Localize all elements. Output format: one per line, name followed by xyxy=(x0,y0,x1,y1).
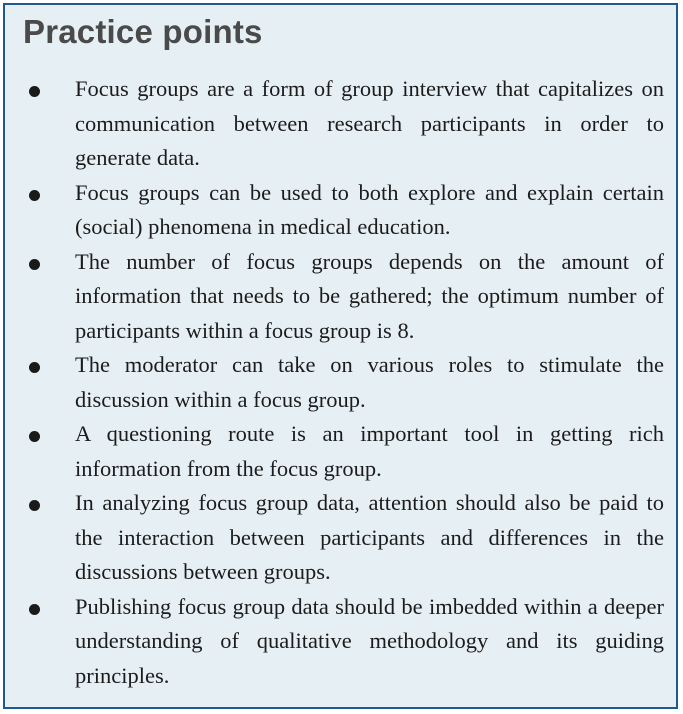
list-item xyxy=(5,176,676,245)
list-item-text: Focus groups can be used to both explore and explain certain (social) phenomena in medical education. xyxy=(75,179,664,239)
bullet-icon xyxy=(29,259,40,270)
list-item xyxy=(5,486,676,590)
list-item xyxy=(5,72,676,176)
list-item xyxy=(5,348,676,417)
list-item xyxy=(5,590,676,694)
practice-points-list xyxy=(5,72,676,693)
list-item-text: In analyzing focus group data, attention should also be paid to the interaction between participants and differences in the discussions between groups. xyxy=(75,490,664,584)
practice-points-box xyxy=(3,3,678,709)
list-item-text: A questioning route is an important tool in getting rich information from the focus group. xyxy=(75,421,664,481)
list-item xyxy=(5,417,676,486)
list-item xyxy=(5,245,676,349)
bullet-icon xyxy=(29,604,40,615)
box-title: Practice points xyxy=(23,13,263,50)
list-item-text: The number of focus groups depends on the amount of information that needs to be gathered; the optimum number of participants within a focus group is 8. xyxy=(75,248,664,343)
list-item-text: Publishing focus group data should be imbedded within a deeper understanding of qualitative methodology and its guiding principles. xyxy=(75,593,664,688)
bullet-icon xyxy=(29,86,40,97)
bullet-icon xyxy=(29,190,40,201)
bullet-icon xyxy=(29,362,40,373)
list-item-text: The moderator can take on various roles to stimulate the discussion within a focus group. xyxy=(75,352,664,412)
bullet-icon xyxy=(29,500,40,511)
list-item-text: Focus groups are a form of group interview that capitalizes on communication between research participants in order to generate data. xyxy=(75,76,664,170)
bullet-icon xyxy=(29,431,40,442)
